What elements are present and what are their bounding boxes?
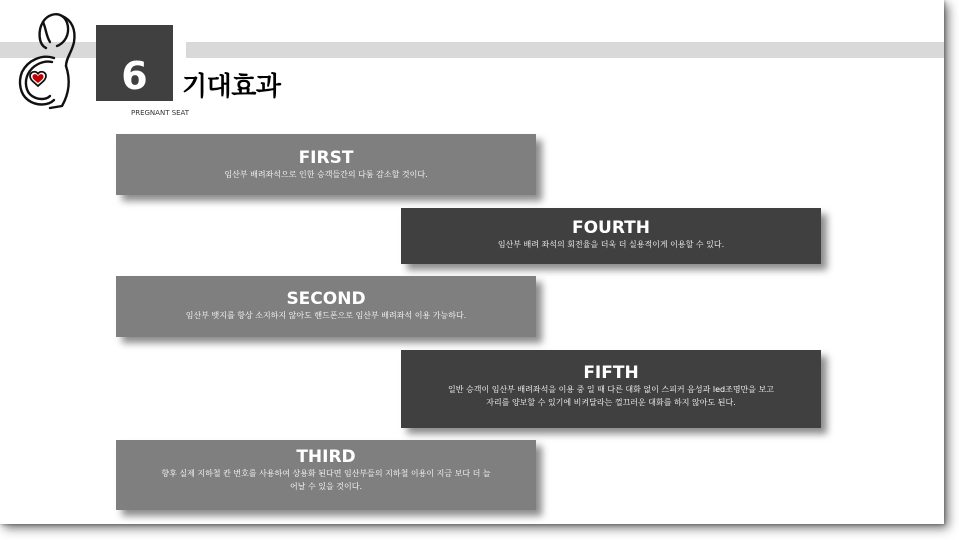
card-fifth (401, 350, 821, 428)
card-fifth-text-line-1: 일반 승객이 임산부 배려좌석을 이용 중 일 때 다른 대화 없이 스피커 음성과 led조명만을 보고 (447, 385, 775, 394)
page-subtitle: PREGNANT SEAT (131, 109, 190, 117)
card-third-text-line-2: 어날 수 있을 것이다. (290, 482, 362, 491)
card-fifth-title: FIFTH (583, 363, 639, 383)
card-first (116, 134, 536, 195)
card-first-title: FIRST (298, 148, 354, 168)
card-third-title: THIRD (296, 447, 356, 467)
card-fourth-title: FOURTH (571, 218, 651, 238)
card-third (116, 440, 536, 510)
card-fifth-text-line-2: 자리를 양보할 수 있기에 비켜달라는 껄끄러운 대화를 하지 않아도 된다. (486, 398, 736, 407)
card-second-title: SECOND (286, 289, 366, 309)
section-number-text: 6 (121, 54, 148, 98)
card-fourth (401, 208, 821, 264)
section-number (96, 25, 173, 101)
page-title: 기대효과 (182, 72, 281, 102)
card-second (116, 276, 536, 337)
card-first-text: 임산부 배려좌석으로 인한 승객들간의 다툼 감소할 것이다. (224, 170, 428, 179)
pregnant-woman-heart-icon (16, 8, 84, 116)
card-fourth-text: 임산부 배려 좌석의 회전율을 더욱 더 실용적이게 이용할 수 있다. (497, 240, 725, 249)
header-bar-right (186, 42, 944, 58)
card-third-text-line-1: 향후 실제 지하철 칸 번호를 사용하여 상용화 된다면 임산부들의 지하철 이용이 지금 보다 더 늘 (161, 469, 491, 478)
card-second-text: 임산부 뱃지를 항상 소지하지 않아도 핸드폰으로 임산부 배려좌석 이용 가능하다. (185, 311, 467, 320)
